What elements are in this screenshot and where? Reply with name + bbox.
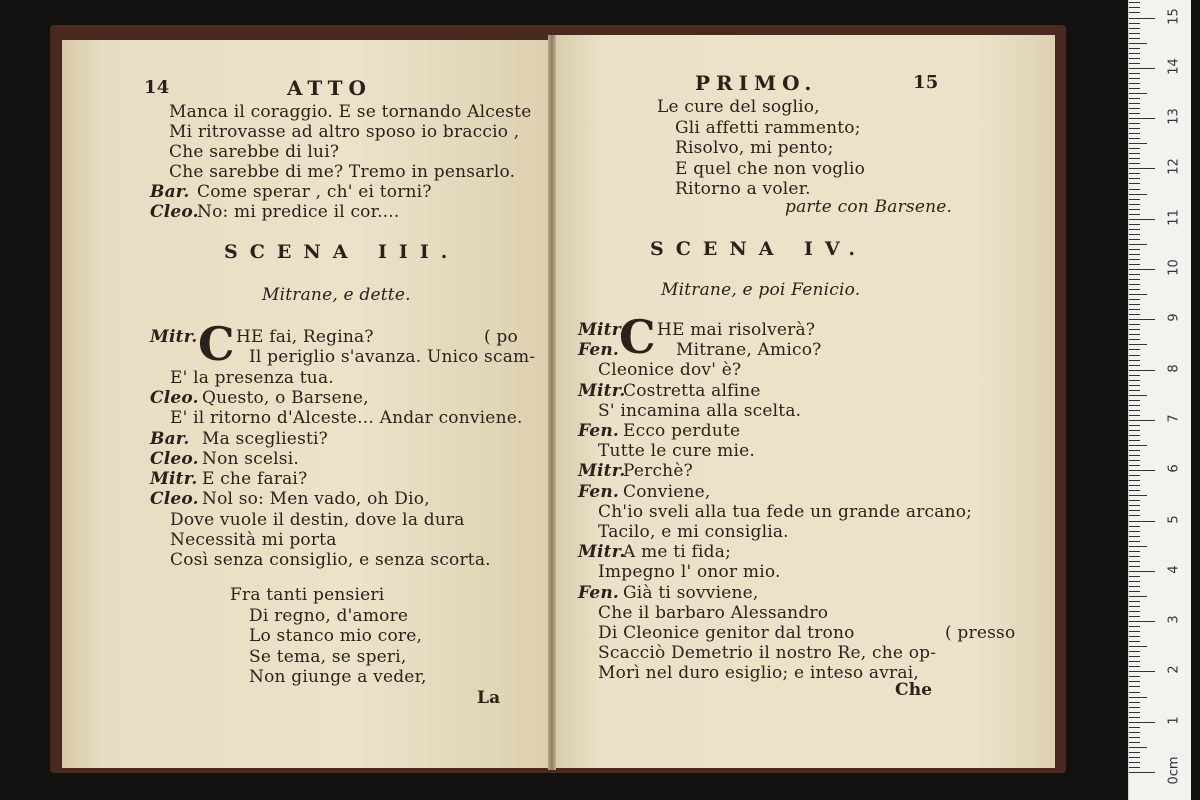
ruler-tick xyxy=(1129,143,1147,144)
line-text: Morì nel duro esiglio; e inteso avrai, xyxy=(598,663,919,684)
line-text: Tacilo, e mi consiglia. xyxy=(598,522,789,542)
ruler-tick xyxy=(1129,334,1140,335)
ruler-tick xyxy=(1129,244,1147,245)
ruler-tick xyxy=(1129,460,1140,461)
ruler-tick xyxy=(1129,455,1140,456)
aria-line: Se tema, se speri, xyxy=(249,646,407,667)
line-text: Ecco perdute xyxy=(623,421,741,441)
verse-line: Ritorno a voler. xyxy=(675,179,811,199)
aria-line: Fra tanti pensieri xyxy=(230,585,385,605)
line-text: Tutte le cure mie. xyxy=(598,441,755,462)
ruler-label: 0cm xyxy=(1166,756,1182,785)
text-line: Mi ritrovasse ad altro sposo io braccio , xyxy=(169,122,520,142)
ruler-tick xyxy=(1129,128,1140,129)
speaker-label: Mitr. xyxy=(578,542,626,563)
ruler-label: 14 xyxy=(1166,58,1182,75)
line-text: Ma scegliesti? xyxy=(202,428,328,449)
ruler-tick xyxy=(1129,28,1140,29)
gutter xyxy=(548,35,556,770)
ruler-tick xyxy=(1129,420,1155,421)
ruler-tick xyxy=(1129,742,1140,743)
ruler-tick xyxy=(1129,681,1140,682)
ruler-tick xyxy=(1129,697,1147,698)
line-text: A me ti fida; xyxy=(623,542,732,563)
ruler-tick xyxy=(1129,299,1140,300)
ruler-label: 6 xyxy=(1166,464,1182,473)
ruler-tick xyxy=(1129,249,1140,250)
ruler-tick xyxy=(1129,269,1155,270)
ruler-tick xyxy=(1129,214,1140,215)
ruler-tick xyxy=(1129,43,1147,44)
line-text: Necessità mi porta xyxy=(170,530,337,550)
scene-title: SCENA III. xyxy=(224,241,460,263)
ruler-tick xyxy=(1129,254,1140,255)
verse-line: Risolvo, mi pento; xyxy=(675,138,834,158)
ruler-tick xyxy=(1129,234,1140,235)
line-text: No: mi predice il cor.... xyxy=(197,202,400,222)
ruler-tick xyxy=(1129,93,1147,94)
ruler-tick xyxy=(1129,284,1140,285)
speaker-label: Bar. xyxy=(150,428,190,449)
ruler-tick xyxy=(1129,148,1140,149)
ruler-label: 8 xyxy=(1166,363,1182,373)
ruler-tick xyxy=(1129,78,1140,79)
ruler-tick xyxy=(1129,12,1140,13)
line-text: Perchè? xyxy=(623,461,693,482)
line-text: Impegno l' onor mio. xyxy=(598,562,781,583)
ruler-tick xyxy=(1129,616,1140,617)
speaker-label: Mitr. xyxy=(578,461,626,482)
ruler-tick xyxy=(1129,204,1140,205)
ruler-tick xyxy=(1129,264,1140,265)
ruler-tick xyxy=(1129,173,1140,174)
ruler-tick xyxy=(1129,239,1140,240)
ruler-tick xyxy=(1129,772,1155,773)
text-line: Manca il coraggio. E se tornando Alceste xyxy=(169,102,532,122)
ruler-tick xyxy=(1129,485,1140,486)
speaker-label: Cleo. xyxy=(150,387,199,408)
verse-line: E quel che non voglio xyxy=(675,158,866,179)
ruler-tick xyxy=(1129,576,1140,577)
ruler-label: 10 xyxy=(1166,259,1182,276)
ruler-tick xyxy=(1129,611,1140,612)
ruler-tick xyxy=(1129,138,1140,139)
measuring-ruler xyxy=(1128,0,1191,800)
line-text: E' il ritorno d'Alceste... Andar conviene. xyxy=(170,408,523,429)
ruler-tick xyxy=(1129,194,1147,195)
ruler-tick xyxy=(1129,475,1140,476)
speaker-label: Mitr. xyxy=(578,380,626,401)
ruler-tick xyxy=(1129,48,1140,49)
ruler-tick xyxy=(1129,98,1140,99)
ruler-tick xyxy=(1129,33,1140,34)
ruler-tick xyxy=(1129,103,1140,104)
ruler-tick xyxy=(1129,385,1140,386)
ruler-tick xyxy=(1129,581,1140,582)
ruler-tick xyxy=(1129,375,1140,376)
ruler-tick xyxy=(1129,158,1140,159)
ruler-tick xyxy=(1129,319,1155,320)
ruler-tick xyxy=(1129,349,1140,350)
ruler-tick xyxy=(1129,118,1155,119)
scene-persons: Mitrane, e poi Fenicio. xyxy=(661,280,861,300)
ruler-tick xyxy=(1129,727,1140,728)
ruler-tick xyxy=(1129,450,1140,451)
ruler-tick xyxy=(1129,566,1140,567)
ruler-tick xyxy=(1129,189,1140,190)
ruler-tick xyxy=(1129,123,1140,124)
ruler-tick xyxy=(1129,722,1155,723)
ruler-tick xyxy=(1129,7,1140,8)
ruler-label: 13 xyxy=(1166,108,1182,125)
ruler-tick xyxy=(1129,531,1140,532)
speaker-label: Cleo. xyxy=(150,202,199,222)
ruler-tick xyxy=(1129,415,1140,416)
ruler-tick xyxy=(1129,360,1140,361)
overflow-fragment: ( presso xyxy=(945,623,1016,643)
ruler-tick xyxy=(1129,38,1140,39)
ruler-tick xyxy=(1129,586,1140,587)
line-text: Conviene, xyxy=(623,481,711,502)
line-text: Già ti sovviene, xyxy=(623,582,759,603)
ruler-tick xyxy=(1129,83,1140,84)
ruler-label: 4 xyxy=(1166,565,1182,574)
ruler-tick xyxy=(1129,510,1140,511)
ruler-tick xyxy=(1129,400,1140,401)
ruler-tick xyxy=(1129,747,1147,748)
line-text: Di Cleonice genitor dal trono xyxy=(598,623,855,643)
ruler-tick xyxy=(1129,339,1140,340)
ruler-tick xyxy=(1129,686,1140,687)
ruler-tick xyxy=(1129,480,1140,481)
ruler-tick xyxy=(1129,365,1140,366)
ruler-tick xyxy=(1129,380,1140,381)
ruler-label: 3 xyxy=(1166,615,1182,624)
ruler-tick xyxy=(1129,153,1140,154)
ruler-tick xyxy=(1129,500,1140,501)
ruler-tick xyxy=(1129,390,1140,391)
ruler-tick xyxy=(1129,490,1140,491)
line-text: Costretta alfine xyxy=(623,380,761,401)
ruler-tick xyxy=(1129,707,1140,708)
ruler-tick xyxy=(1129,676,1140,677)
ruler-tick xyxy=(1129,163,1140,164)
ruler-tick xyxy=(1129,309,1140,310)
speaker-label: Cleo. xyxy=(150,489,199,510)
ruler-tick xyxy=(1129,515,1140,516)
line-text: Dove vuole il destin, dove la dura xyxy=(170,509,465,530)
ruler-label: 12 xyxy=(1166,158,1182,176)
ruler-tick xyxy=(1129,294,1147,295)
verse-line: Gli affetti rammento; xyxy=(675,117,861,138)
ruler-tick xyxy=(1129,757,1140,758)
line-text: Scacciò Demetrio il nostro Re, che op- xyxy=(598,643,937,664)
ruler-tick xyxy=(1129,767,1140,768)
ruler-tick xyxy=(1129,536,1140,537)
ruler-tick xyxy=(1129,53,1140,54)
ruler-tick xyxy=(1129,596,1147,597)
ruler-tick xyxy=(1129,168,1155,169)
aria-line: Non giunge a veder, xyxy=(249,667,427,687)
line-text: HE mai risolverà? xyxy=(657,320,816,340)
speaker-label: Fen. xyxy=(578,340,620,361)
scene-title: SCENA IV. xyxy=(650,238,867,260)
ruler-tick xyxy=(1129,661,1140,662)
ruler-tick xyxy=(1129,199,1140,200)
ruler-tick xyxy=(1129,591,1140,592)
ruler-tick xyxy=(1129,521,1155,522)
ruler-label: 1 xyxy=(1166,716,1182,725)
ruler-tick xyxy=(1129,108,1140,109)
ruler-tick xyxy=(1129,601,1140,602)
line-text: E' la presenza tua. xyxy=(170,367,334,388)
drop-capital: C xyxy=(619,310,656,364)
ruler-tick xyxy=(1129,556,1140,557)
ruler-tick xyxy=(1129,63,1140,64)
ruler-tick xyxy=(1129,717,1140,718)
ruler-tick xyxy=(1129,209,1140,210)
ruler-tick xyxy=(1129,18,1155,19)
line-text: S' incamina alla scelta. xyxy=(598,400,802,421)
ruler-tick xyxy=(1129,405,1140,406)
ruler-tick xyxy=(1129,445,1147,446)
line-text: Non scelsi. xyxy=(202,448,299,469)
line-text: Come sperar , ch' ei torni? xyxy=(197,182,432,202)
aria-line: Lo stanco mio core, xyxy=(249,626,423,646)
drop-capital: C xyxy=(198,317,235,371)
verse-line: Le cure del soglio, xyxy=(657,97,820,117)
ruler-tick xyxy=(1129,666,1140,667)
ruler-tick xyxy=(1129,752,1140,753)
stage-direction: parte con Barsene. xyxy=(785,197,953,217)
overflow-fragment: ( po xyxy=(484,327,518,347)
ruler-label: 7 xyxy=(1166,414,1182,423)
ruler-label: 15 xyxy=(1166,7,1182,25)
ruler-tick xyxy=(1129,440,1140,441)
ruler-tick xyxy=(1129,58,1140,59)
ruler-tick xyxy=(1129,395,1147,396)
ruler-tick xyxy=(1129,636,1140,637)
ruler-tick xyxy=(1129,344,1147,345)
page-number: 14 xyxy=(144,77,170,98)
ruler-tick xyxy=(1129,631,1140,632)
line-text: E che farai? xyxy=(202,469,308,490)
speaker-label: Cleo. xyxy=(150,448,199,469)
ruler-tick xyxy=(1129,355,1140,356)
line-text: Nol so: Men vado, oh Dio, xyxy=(202,489,430,510)
ruler-tick xyxy=(1129,495,1147,496)
ruler-tick xyxy=(1129,465,1140,466)
running-head: ATTO xyxy=(287,76,372,100)
speaker-label: Fen. xyxy=(578,421,620,441)
ruler-tick xyxy=(1129,425,1140,426)
ruler-tick xyxy=(1129,646,1147,647)
ruler-tick xyxy=(1129,289,1140,290)
speaker-label: Fen. xyxy=(578,582,620,603)
text-line: Che sarebbe di me? Tremo in pensarlo. xyxy=(169,162,516,182)
ruler-label: 11 xyxy=(1166,208,1182,226)
ruler-tick xyxy=(1129,762,1140,763)
speaker-label: Mitr. xyxy=(150,327,198,347)
speaker-label: Fen. xyxy=(578,481,620,502)
running-head: PRIMO. xyxy=(695,71,818,95)
ruler-tick xyxy=(1129,274,1140,275)
ruler-tick xyxy=(1129,329,1140,330)
ruler-tick xyxy=(1129,370,1155,371)
ruler-tick xyxy=(1129,229,1140,230)
ruler-tick xyxy=(1129,561,1140,562)
ruler-tick xyxy=(1129,702,1140,703)
ruler-tick xyxy=(1129,651,1140,652)
line-text: Che il barbaro Alessandro xyxy=(598,602,829,623)
ruler-tick xyxy=(1129,23,1140,24)
ruler-tick xyxy=(1129,712,1140,713)
ruler-tick xyxy=(1129,259,1140,260)
text-line: Che sarebbe di lui? xyxy=(169,142,340,162)
ruler-tick xyxy=(1129,541,1140,542)
ruler-label: 5 xyxy=(1166,514,1182,524)
speaker-label: Bar. xyxy=(150,182,190,202)
speaker-label: Mitr. xyxy=(150,469,198,490)
catchword: La xyxy=(477,688,501,708)
ruler-tick xyxy=(1129,656,1140,657)
ruler-tick xyxy=(1129,279,1140,280)
line-text: Mitrane, Amico? xyxy=(676,340,822,361)
ruler-label: 9 xyxy=(1166,313,1182,322)
ruler-tick xyxy=(1129,219,1155,220)
line-text: Cleonice dov' è? xyxy=(598,360,742,381)
ruler-tick xyxy=(1129,626,1140,627)
ruler-tick xyxy=(1129,410,1140,411)
left-page xyxy=(62,40,552,768)
ruler-tick xyxy=(1129,224,1140,225)
ruler-tick xyxy=(1129,324,1140,325)
ruler-tick xyxy=(1129,68,1155,69)
right-page xyxy=(553,35,1055,768)
ruler-tick xyxy=(1129,88,1140,89)
line-text: Così senza consiglio, e senza scorta. xyxy=(170,550,491,571)
aria-line: Di regno, d'amore xyxy=(249,605,409,626)
ruler-tick xyxy=(1129,183,1140,184)
ruler-tick xyxy=(1129,732,1140,733)
ruler-tick xyxy=(1129,737,1140,738)
page-number: 15 xyxy=(913,72,939,93)
line-text: HE fai, Regina? xyxy=(236,327,374,347)
ruler-tick xyxy=(1129,2,1140,3)
ruler-tick xyxy=(1129,671,1155,672)
ruler-tick xyxy=(1129,178,1140,179)
catchword: Che xyxy=(895,680,933,700)
ruler-tick xyxy=(1129,551,1140,552)
ruler-tick xyxy=(1129,435,1140,436)
ruler-tick xyxy=(1129,113,1140,114)
line-text: Questo, o Barsene, xyxy=(202,387,369,408)
ruler-tick xyxy=(1129,526,1140,527)
speaker-label: Mitr. xyxy=(578,320,626,340)
ruler-tick xyxy=(1129,546,1147,547)
line-text: Il periglio s'avanza. Unico scam- xyxy=(249,347,536,368)
ruler-tick xyxy=(1129,606,1140,607)
ruler-tick xyxy=(1129,430,1140,431)
line-text: Ch'io sveli alla tua fede un grande arcano; xyxy=(598,501,973,522)
scene-persons: Mitrane, e dette. xyxy=(262,285,411,305)
ruler-label: 2 xyxy=(1166,665,1182,675)
ruler-tick xyxy=(1129,73,1140,74)
ruler-tick xyxy=(1129,692,1140,693)
ruler-tick xyxy=(1129,505,1140,506)
ruler-tick xyxy=(1129,641,1140,642)
ruler-tick xyxy=(1129,133,1140,134)
ruler-tick xyxy=(1129,571,1155,572)
ruler-tick xyxy=(1129,304,1140,305)
ruler-tick xyxy=(1129,470,1155,471)
ruler-tick xyxy=(1129,314,1140,315)
ruler-tick xyxy=(1129,621,1155,622)
